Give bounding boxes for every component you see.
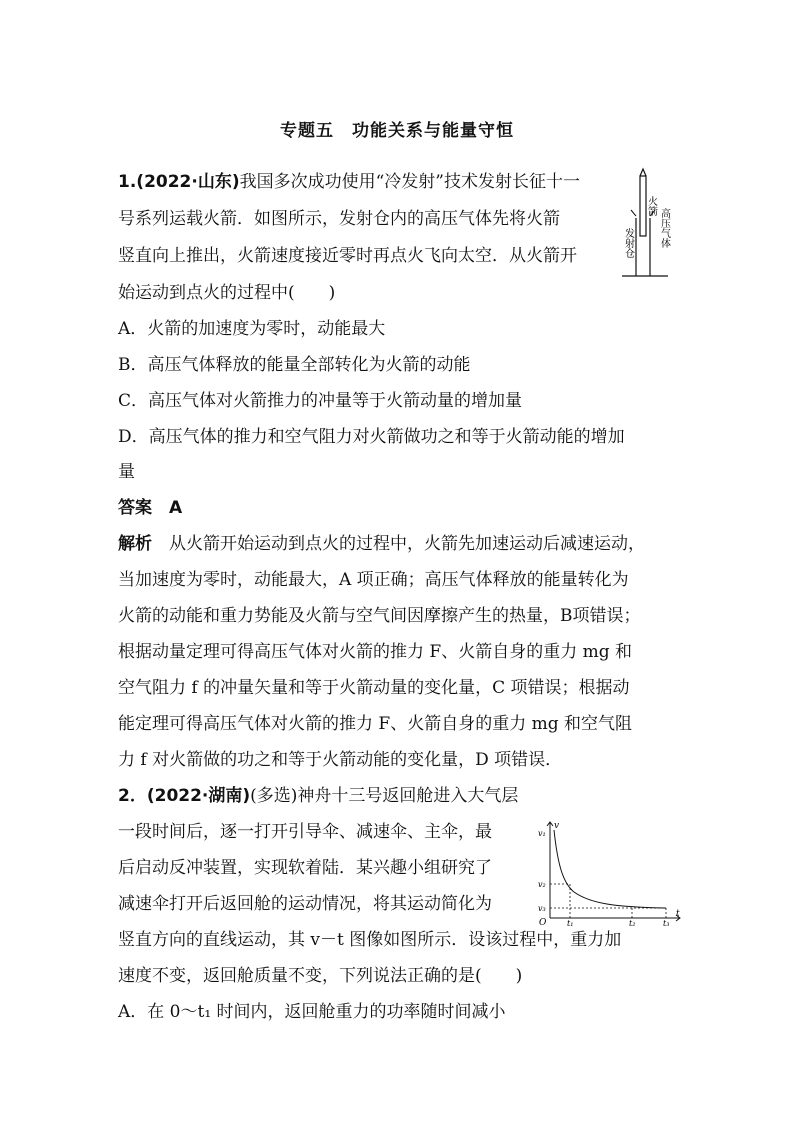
vt-graph: [536, 818, 686, 926]
q2-source: (2022·湖南): [146, 786, 251, 806]
q1-option-b: B．高压气体释放的能量全部转化为火箭的动能: [118, 355, 471, 375]
q1-analysis-4: 根据动量定理可得高压气体对火箭的推力 F、火箭自身的重力 mg 和: [118, 642, 633, 662]
q2-option-a: A．在 0～t₁ 时间内，返回舱重力的功率随时间减小: [118, 1002, 506, 1022]
q1-analysis-7: 力 f 对火箭做的功之和等于火箭动能的变化量，D 项错误．: [118, 750, 563, 770]
q2-number: 2．: [118, 786, 147, 806]
v2-label: v₂: [538, 880, 546, 889]
q2-line-3: 后启动反冲装置，实现软着陆．某兴趣小组研究了: [118, 858, 492, 878]
t1-label: t₁: [567, 919, 574, 926]
q1-source: (2022·山东): [136, 172, 240, 192]
q1-option-d-cont: 量: [118, 462, 135, 482]
t2-label: t₂: [629, 919, 636, 926]
vt-curve: [554, 830, 666, 908]
q1-option-a: A．火箭的加速度为零时，动能最大: [118, 319, 386, 339]
q1-analysis-3: 火箭的动能和重力势能及火箭与空气间因摩擦产生的热量，B项错误；: [118, 606, 641, 626]
q1-line-3: 竖直向上推出，火箭速度接近零时再点火飞向太空．从火箭开: [118, 246, 577, 266]
analysis-text-1: 从火箭开始运动到点火的过程中，火箭先加速运动后减速运动，: [169, 534, 645, 554]
answer-label: 答案: [118, 498, 152, 518]
q2-line-2: 一段时间后，逐一打开引导伞、减速伞、主伞，最: [118, 822, 492, 842]
rocket-nose: [640, 169, 646, 176]
q1-number: 1.: [118, 172, 137, 192]
analysis-label: 解析: [118, 534, 152, 554]
q2-line-1: [118, 784, 518, 808]
silo-label: 发射仓: [622, 228, 634, 258]
origin-label: O: [539, 918, 547, 926]
q1-option-d: D．高压气体的推力和空气阻力对火箭做功之和等于火箭动能的增加: [118, 427, 625, 447]
page-title: 专题五 功能关系与能量守恒: [280, 121, 514, 141]
q1-line-1: [118, 170, 580, 194]
q1-analysis-5: 空气阻力 f 的冲量矢量和等于火箭动量的变化量，C 项错误；根据动: [118, 678, 630, 698]
q1-analysis-6: 能定理可得高压气体对火箭的推力 F、火箭自身的重力 mg 和空气阻: [118, 714, 633, 734]
v1-label: v₁: [538, 829, 546, 838]
q2-line-6: 速度不变，返回舱质量不变，下列说法正确的是( ): [118, 966, 523, 986]
v3-label: v₃: [538, 904, 546, 913]
q2-text-1: (多选)神舟十三号返回舱进入大气层: [250, 786, 519, 806]
t-axis-label: t: [676, 909, 680, 919]
q2-line-4: 减速伞打开后返回舱的运动情况，将其运动简化为: [118, 894, 492, 914]
v-axis-label: v: [554, 821, 560, 831]
q2-line-5: 竖直方向的直线运动，其 v－t 图像如图所示．设该过程中，重力加: [118, 930, 622, 950]
q1-line-4: 始运动到点火的过程中( ): [118, 283, 336, 303]
rocket-figure: [618, 166, 678, 284]
gas-label: 高压气体: [658, 208, 670, 248]
q1-option-c: C．高压气体对火箭推力的冲量等于火箭动量的增加量: [118, 391, 523, 411]
q1-analysis-2: 当加速度为零时，动能最大，A 项正确；高压气体释放的能量转化为: [118, 570, 629, 590]
answer-value: A: [169, 498, 183, 518]
q1-analysis-1: [118, 532, 645, 556]
rocket-label: 火箭: [645, 196, 657, 216]
q1-answer: [118, 496, 182, 520]
t3-label: t₃: [663, 919, 670, 926]
q1-text-1: 我国多次成功使用“冷发射”技术发射长征十一: [239, 172, 580, 192]
q1-line-2: 号系列运载火箭．如图所示，发射仓内的高压气体先将火箭: [118, 209, 560, 229]
